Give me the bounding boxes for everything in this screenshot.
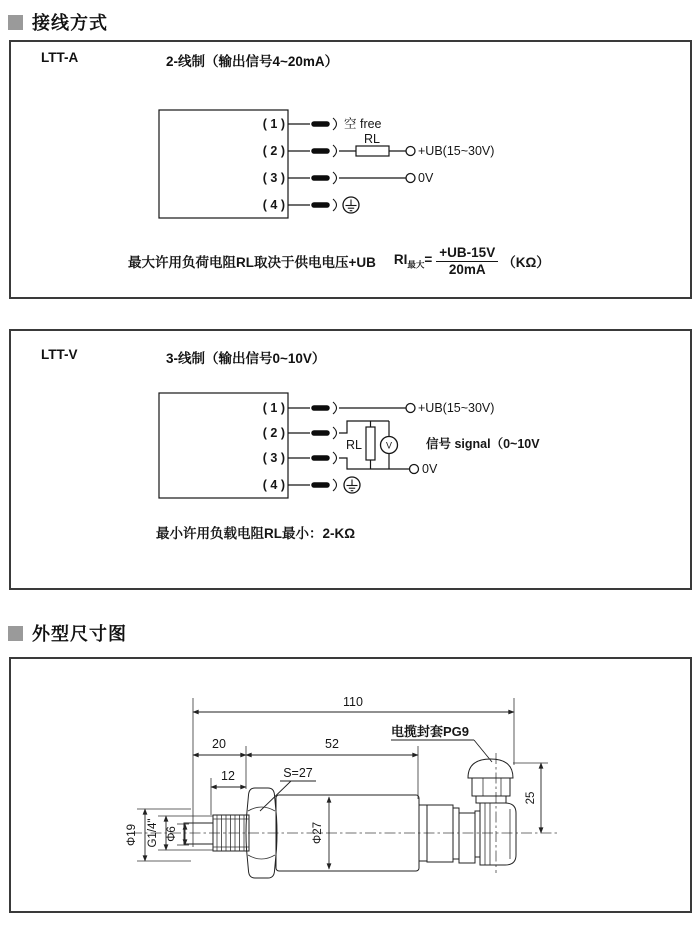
ltt-a-wire-row-2: [288, 145, 415, 157]
ltt-a-load-resistor: [356, 146, 389, 156]
ltt-a-terminal-3: ( 3 ): [262, 171, 285, 185]
ltt-v-wire-type: 3-线制（输出信号0~10V）: [166, 351, 326, 366]
ltt-a-formula-unit: （KΩ）: [502, 255, 550, 271]
dim-g14-label: G1/4": [147, 818, 159, 848]
dim-phi19-label: Φ19: [126, 824, 138, 846]
ltt-v-voltmeter-label: V: [385, 440, 393, 451]
ltt-a-wire-row-4: [288, 199, 337, 211]
dim-52-label: 52: [325, 737, 339, 751]
ltt-v-note-row: [156, 522, 355, 542]
dim-20-label: 20: [212, 737, 226, 751]
ltt-v-wire-row-4: [288, 479, 337, 491]
ltt-v-terminal-2: ( 2 ): [262, 426, 285, 440]
dim-110: [193, 695, 514, 847]
dim-12-label: 12: [221, 769, 235, 783]
dim-phi6-label: Φ6: [166, 826, 178, 842]
ltt-a-wiring-diagram: [11, 42, 690, 242]
ltt-v-terminal-4: ( 4 ): [262, 478, 285, 492]
ltt-a-earth-icon: [343, 197, 359, 213]
ltt-a-model: LTT-A: [41, 50, 79, 65]
ltt-v-supply-terminal-circle: [406, 404, 415, 413]
hex-flats-label: S=27: [283, 766, 313, 780]
section-bullet-square: [8, 15, 23, 30]
ltt-v-model: LTT-V: [41, 347, 78, 362]
ltt-a-free-label: 空 free: [344, 117, 382, 131]
dim-25-label: 25: [525, 791, 537, 805]
ltt-v-zero-terminal-circle: [410, 465, 419, 474]
dimension-panel: [9, 657, 692, 913]
ltt-a-supply-terminal-circle: [406, 147, 415, 156]
ltt-v-load-resistor: [366, 427, 375, 460]
ltt-a-terminal-2: ( 2 ): [262, 144, 285, 158]
dim-phi6: [166, 824, 189, 845]
ltt-v-note: 最小许用负载电阻RL最小：2-KΩ: [156, 526, 356, 541]
ltt-v-wire-row-3: [288, 452, 419, 474]
ltt-a-wire-row-1: [288, 118, 337, 130]
dim-phi27-label: Φ27: [312, 822, 324, 844]
dim-12: [211, 769, 246, 815]
ltt-v-terminal-1: ( 1 ): [262, 401, 285, 415]
ltt-a-terminal-4: ( 4 ): [262, 198, 285, 212]
dimensions-section-title-text: 外型尺寸图: [32, 624, 127, 644]
ltt-v-earth-icon: [344, 477, 360, 493]
ltt-a-terminal-1: ( 1 ): [262, 117, 285, 131]
ltt-a-wire-row-3: [288, 172, 415, 184]
wiring-section-title: [8, 9, 108, 35]
ltt-a-formula: [394, 245, 550, 277]
ltt-a-rl-label: RL: [364, 132, 380, 146]
cable-gland-label: 电揽封套PG9: [391, 724, 470, 739]
ltt-v-wiring-diagram: [11, 331, 690, 516]
ltt-a-zero-terminal-circle: [406, 174, 415, 183]
ltt-a-formula-fraction: $\frac{+UB-15V}{20mA}$: [436, 245, 498, 277]
ltt-v-zero-label: 0V: [422, 462, 438, 476]
wiring-section-title-text: 接线方式: [32, 13, 108, 33]
ltt-a-zero-label: 0V: [418, 171, 434, 185]
ltt-v-panel: [9, 329, 692, 590]
ltt-a-wire-type: 2-线制（输出信号4~20mA）: [166, 54, 339, 69]
ltt-a-panel: [9, 40, 692, 299]
dim-25: [513, 763, 548, 833]
section-bullet-square: [8, 626, 23, 641]
ltt-a-note-row: [128, 245, 550, 277]
ltt-v-wire-row-2: [288, 421, 398, 469]
ltt-v-rl-label: RL: [346, 438, 362, 452]
ltt-a-note: 最大许用负荷电阻RL取决于供电电压+UB: [128, 255, 376, 271]
cable-gland-callout: [391, 724, 492, 762]
ltt-v-wire-row-1: [288, 402, 415, 414]
dim-110-label: 110: [343, 695, 363, 709]
ltt-a-supply-label: +UB(15~30V): [418, 144, 495, 158]
ltt-v-supply-label: +UB(15~30V): [418, 401, 495, 415]
ltt-a-formula-lhs: $RI_{最大}=$: [393, 251, 433, 270]
dimensions-section-title: [8, 620, 127, 646]
outline-dimension-drawing: [11, 659, 690, 911]
ltt-v-terminal-3: ( 3 ): [262, 451, 285, 465]
ltt-v-signal-label: 信号 signal（0~10V: [426, 437, 540, 451]
